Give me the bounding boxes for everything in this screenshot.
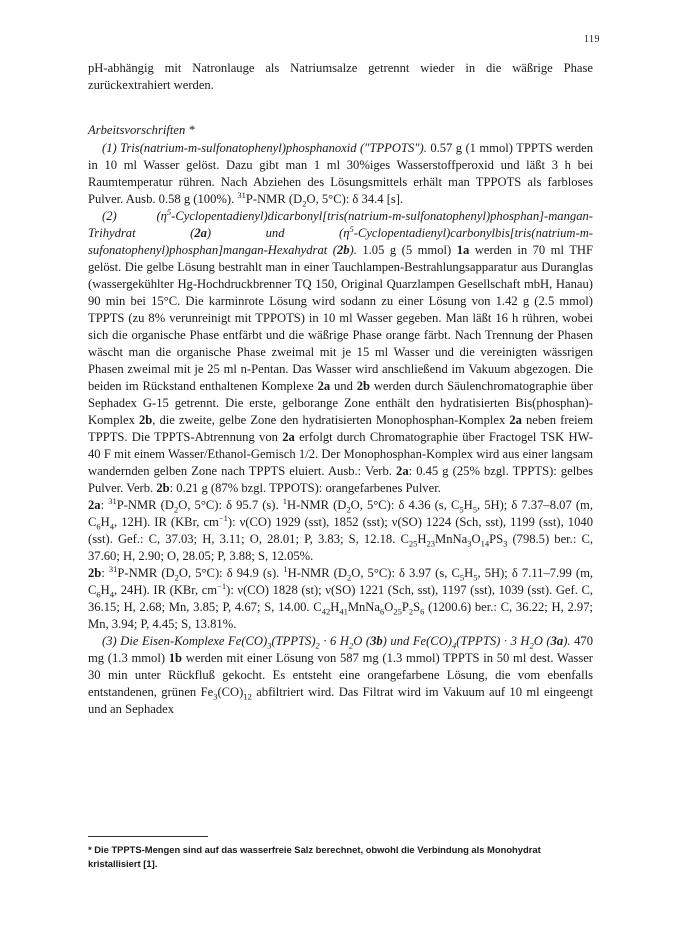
t2b: -Cyclopentadienyl)dicarbonyl[tris(natrium-m-sulfonatophenyl)phosphan]-mangan-Trihydrat ( — [88, 209, 593, 240]
d2a-1: P-NMR (D — [116, 498, 174, 512]
p2-body-3: werden durch Säulenchromatographie über Sephadex G-15 getrennt. Die erste, gelborange Zone enthält den hydratisierten Bis(phosphan)-Komplex — [88, 379, 593, 427]
t2d: ) und (η — [206, 226, 350, 240]
d2b-15: (1200.6) ber.: C, 36.22; H, 2.97; Mn, 3.94; P, 4.45; S, 13.81%. — [88, 600, 593, 631]
t3b: (TPPTS) — [271, 634, 316, 648]
procedure-1: (1) Tris(natrium-m-sulfonatophenyl)phosphanoxid ("TPPOTS"). 0.57 g (1 mmol) TPPTS werden in 10 ml Wasser gelöst. Dazu gibt man 1 ml 30%iges Wasserstoffperoxid und läßt 3 h bei Raumtemperatur rühren. Nach Abziehen des Lösungsmittels erhält man TPPOTS als farbloses Pulver. Ausb. 0.58 g (100%). $^{31}$P-NMR ($D_2O$, 5°C): δ 34.4 [s]. — [88, 141, 594, 209]
d2b-4: O, 5°C): δ 3.97 (s, C — [351, 566, 460, 580]
t3g: (TPPTS) · 3 H — [456, 634, 530, 648]
procedure-3: (3) Die Eisen-Komplexe $Fe(CO)_3(TPPTS)_2 \cdot 6$ $H_2O$ (3b) und $Fe(CO)_4(TPPTS) \cdot 3$ $H_2O$ (3a). 470 mg (1.3 mmol) 1b werden mit einer Lösung von 587 mg (1.3 mmol) TPPTS in 50 ml dest. Wasser 30 min unter Rückfluß gekocht. Es entsteht eine orangefarbene Lösung, die vom ebenfalls entstandenen, grünen $Fe_3(CO)_{12}$ abfiltriert wird. Das Filtrat wird im Vakuum auf 10 ml eingeengt und an Sephadex — [88, 634, 593, 716]
procedure-2-title: (2) $(\eta^5-Cyclopentadienyl)dicarbonyl[tris(natrium-m-sulfonatophenyl)phosphan]-mangan$-Trihydrat (2a) und $(\eta^5-Cyclopentadienyl)carbonylbis[tris(natrium-m-sufonatophenyl)phosphan]mangan$-Hexahydrat (2b). — [88, 206, 593, 257]
d2b-5: H — [464, 566, 474, 580]
p2-body-1: 1.05 g (5 mmol) — [362, 243, 452, 257]
d2a-12: O — [471, 532, 481, 546]
intro-paragraph — [88, 60, 593, 94]
d2b-6: , 5H); δ 7.11–7.99 (m, C — [88, 566, 594, 597]
p3-body-4: abfiltriert wird. Das Filtrat wird im Vakuum auf 10 ml eingeengt und an Sephadex — [88, 685, 593, 716]
compound-2b: 2b — [138, 413, 153, 427]
d2a-3: H-NMR (D — [287, 498, 347, 512]
d2b-9: ): ν(CO) 1828 (st); ν(SO) 1221 (Sch, sst), 1197 (sst), 1039 (sst). Gef. C, 36.15; H, 2.68; Mn, 3.85; P, 4.67; S, 14.00. C — [88, 583, 593, 614]
d2b-12: O — [384, 600, 394, 614]
footnote-divider — [88, 836, 208, 837]
d2b-8: , 24H). IR (KBr, cm — [114, 583, 218, 597]
t2g: ). — [349, 243, 357, 257]
t3c: · 6 H — [323, 634, 349, 648]
t3j: ). — [563, 634, 571, 648]
intro-text: pH-abhängig mit Natronlauge als Natriumsalze getrennt wieder in die wäßrige Phase zurückextrahiert werden. — [88, 61, 593, 92]
p2-und: und — [334, 379, 353, 393]
compound-2b: 2b — [156, 481, 170, 495]
procedure-1-body: 0.57 g (1 mmol) TPPTS werden in 10 ml Wasser gelöst. Dazu gibt man 1 ml 30%iges Wasserstoffperoxid und läßt 3 h bei Raumtemperatur rühren. Nach Abziehen des Lösungsmittels erhält man TPPOTS als farbloses Pulver. Ausb. 0.58 g (100%). — [88, 141, 594, 206]
t2c: 2a — [194, 226, 207, 240]
procedures-section — [88, 122, 593, 718]
t2f: 2b — [336, 243, 350, 257]
d2b-7: H — [100, 583, 110, 597]
t3d: O ( — [353, 634, 371, 648]
data-2a-label: 2a — [88, 498, 101, 512]
compound-2a: 2a — [396, 464, 409, 478]
compound-2a: 2a — [317, 379, 331, 393]
t2a: (2) (η — [102, 209, 167, 223]
d2a-4: O, 5°C): δ 4.36 (s, C — [350, 498, 460, 512]
p2-body-7: : 0.45 g (25% bzgl. TPPTS): gelbes Pulver. Verb. — [88, 464, 594, 495]
p2-body-8: : 0.21 g (87% bzgl. TPPOTS): orangefarbenes Pulver. — [169, 481, 441, 495]
d2b-14: S — [413, 600, 421, 614]
d2a-7: H — [100, 515, 110, 529]
p2-body-6: erfolgt durch Chromatographie über Fractogel TSK HW-40 F mit einem Wasser/Ethanol-Gemisch 1/2. Der Monophosphan-Komplex wird aus einer langsam wandernden gelben Zone nach TPPTS eluiert. Ausb.: Verb. — [88, 430, 593, 478]
p3-body-1: 470 mg (1.3 mmol) — [88, 634, 593, 665]
procedure-1-title: (1) Tris(natrium-m-sulfonatophenyl)phosphanoxid ("TPPOTS"). — [102, 141, 427, 155]
t3a: (3) Die Eisen-Komplexe Fe(CO) — [102, 634, 268, 648]
data-2b: 2b: $^{31}$P-NMR ($D_2O$, 5°C): δ 94.9 (s). $^1$H-NMR ($D_2O$, 5°C): δ 3.97 (s, $C_5H_5$, 5H); δ 7.11–7.99 (m, $C_6H_4$, 24H). IR (KBr, $cm^{-1}$): ν(CO) 1828 (st); ν(SO) 1221 (Sch, sst), 1197 (sst), 1039 (sst). Gef. C, 36.15; H, 2.68; Mn, 3.85; P, 4.67; S, 14.00. $C_{42}H_{41}MnNa_6O_{25}P_2S_6$ (1200.6) ber.: C, 36.22; H, 2.97; Mn, 3.94; P, 4.45; S, 13.81%. — [88, 563, 594, 631]
d2b-2: O, 5°C): δ 94.9 (s). — [178, 566, 280, 580]
page-number: 119 — [583, 34, 600, 45]
t3e: 3b — [370, 634, 383, 648]
p2-body-4: , die zweite, gelbe Zone den hydratisierten Monophosphan-Komplex — [152, 413, 506, 427]
d2a-2: O, 5°C): δ 95.7 (s). — [178, 498, 279, 512]
p3-body-3: (CO) — [217, 685, 244, 699]
procedure-2 — [88, 208, 593, 497]
d2b-3: H-NMR (D — [287, 566, 347, 580]
t3f: ) und Fe(CO) — [382, 634, 452, 648]
data-2a: 2a: $^{31}$P-NMR ($D_2O$, 5°C): δ 95.7 (s). $^1$H-NMR ($D_2O$, 5°C): δ 4.36 (s, $C_5H_5$, 5H); δ 7.37–8.07 (m, $C_6H_4$, 12H). IR (KBr, $cm^{-1}$): ν(CO) 1929 (sst), 1852 (sst); ν(SO) 1224 (Sch, sst), 1199 (sst), 1040 (sst). Gef.: C, 37.03; H, 3.11; O, 28.01; P, 3.83; S, 12.18. $C_{25}H_{23}MnNa_3O_{14}PS_3$ (798.5) ber.: C, 37.60; H, 2.90; O, 28.05; P, 3.88; S, 12.05%. — [88, 495, 593, 563]
d2a-11: MnNa — [435, 532, 468, 546]
d2a-10: H — [417, 532, 427, 546]
data-2b-label: 2b — [88, 566, 102, 580]
d2a-13: PS — [489, 532, 504, 546]
d2a-9: ): ν(CO) 1929 (sst), 1852 (sst); ν(SO) 1224 (Sch, sst), 1199 (sst), 1040 (sst). Gef.: C, 37.03; H, 3.11; O, 28.01; P, 3.83; S, 12.18. C — [88, 515, 593, 546]
d2a-8: , 12H). IR (KBr, cm — [114, 515, 219, 529]
t2e: -Cyclopentadienyl)carbonylbis[tris(natrium-m-sufonatophenyl)phosphan]mangan-Hexahydrat ( — [88, 226, 593, 257]
t3h: O ( — [533, 634, 551, 648]
section-heading: Arbeitsvorschriften * — [88, 123, 195, 137]
footnote: * Die TPPTS-Mengen sind auf das wasserfreie Salz berechnet, obwohl die Verbindung als Monohydrat kristallisiert [1]. — [88, 844, 541, 869]
p2-body-5: neben freiem TPPTS. Die TPPTS-Abtrennung von — [88, 413, 593, 444]
compound-2a: 2a — [509, 413, 522, 427]
d2b-1: P-NMR (D — [117, 566, 175, 580]
p3-body-2: werden mit einer Lösung von 587 mg (1.3 mmol) TPPTS in 50 ml dest. Wasser 30 min unter Rückfluß gekocht. Es entsteht eine orangefarbene Lösung, die vom ebenfalls entstandenen, grünen Fe — [88, 651, 593, 699]
compound-2a: 2a — [282, 430, 295, 444]
procedure-1-nmr-tail: O, 5°C): δ 34.4 [s]. — [306, 192, 404, 206]
d2b-13: P — [401, 600, 409, 614]
d2b-11: MnNa — [347, 600, 380, 614]
procedure-1-nmr: P-NMR (D — [245, 192, 303, 206]
p2-body-2: werden in 70 ml THF gelöst. Die gelbe Lösung bestrahlt man in einer Tauchlampen-Bestrahlungsapparatur aus Duranglas (wassergekühlter Hg-Hochdruckbrenner TQ 150, Original Quarzlampen Gesellschaft mbH, Hanau) 90 min bei 15°C. Die karminrote Lösung wird sodann zu einer Lösung von 1.42 g (2.5 mmol) TPPTS (zu 8% verunreinigt mit TPPOTS) in 10 ml Wasser gegeben. Man läßt 16 h rühren, wobei sich die organische Phase entfärbt und die wäßrige Phase orange färbt. Nach Trennung der Phasen wäscht man die organische Phase zweimal mit je 15 ml Wasser und die vereinigten wässrigen Phasen zweimal mit je 25 ml n-Pentan. Das Wasser wird anschließend im Vakuum abgezogen. Die beiden im Rückstand enthaltenen Komplexe — [88, 243, 594, 393]
d2a-6: , 5H); δ 7.37–8.07 (m, C — [88, 498, 593, 529]
procedure-3-title: (3) Die Eisen-Komplexe $Fe(CO)_3(TPPTS)_2 \cdot 6$ $H_2O$ (3b) und $Fe(CO)_4(TPPTS) \cdot 3$ $H_2O$ (3a). — [102, 634, 571, 651]
d2a-5: H — [463, 498, 473, 512]
t3i: 3a — [550, 634, 564, 648]
d2a-14: (798.5) ber.: C, 37.60; H, 2.90; O, 28.05; P, 3.88; S, 12.05%. — [88, 532, 593, 563]
compound-2b: 2b — [356, 379, 371, 393]
compound-1b: 1b — [168, 651, 183, 665]
d2b-10: H — [330, 600, 340, 614]
compound-1a: 1a — [456, 243, 470, 257]
